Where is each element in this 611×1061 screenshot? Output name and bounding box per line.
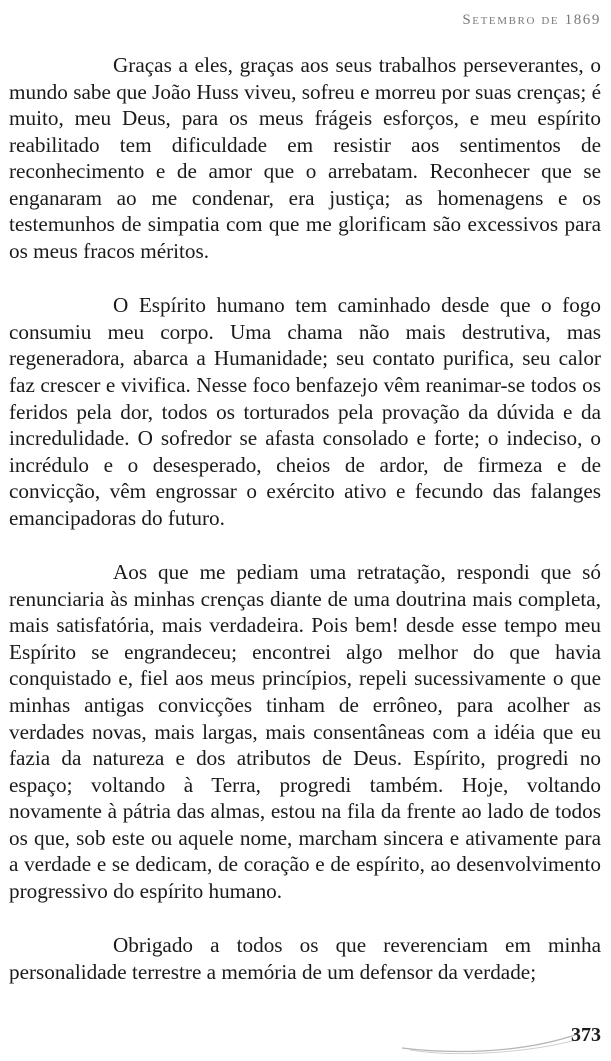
decorative-swoosh [400,1028,580,1056]
running-header: Setembro de 1869 [462,12,601,28]
paragraph: Aos que me pediam uma retratação, respondi que só renunciaria às minhas crenças diante de uma doutrina mais completa, mais satisfatória, mais verdadeira. Pois bem! desde esse tempo meu Espírito se engrandeceu; encontrei algo melhor do que havia conquistado e, fiel aos meus princípios, repeli sucessivamente o que minhas antigas convicções tinham de errôneo, para acolher as verdades novas, mais largas, mais consentâneas com a idéia que eu fazia da natureza e dos atributos de Deus. Espírito, progredi no espaço; voltando à Terra, progredi também. Hoje, voltando novamente à pátria das almas, estou na fila da frente ao lado de todos os que, sob este ou aquele nome, marcham sincera e ativamente para a verdade e se dedicam, de coração e de espírito, ao desenvolvimento progressivo do espírito humano. [9,560,601,903]
paragraph: O Espírito humano tem caminhado desde que o fogo consumiu meu corpo. Uma chama não mais destrutiva, mas regeneradora, abarca a Humanidade; seu contato purifica, seu calor faz crescer e vivifica. Nesse foco benfazejo vêm reanimar-se todos os feridos pela dor, todos os torturados pela provação da dúvida e da incredulidade. O sofredor se afasta consolado e forte; o indeciso, o incrédulo e o desesperado, cheios de ardor, de firmeza e de convicção, vêm engrossar o exército ativo e fecundo das falanges emancipadoras do futuro. [9,293,601,530]
body-text [9,52,601,1014]
paragraph: Obrigado a todos os que reverenciam em minha personalidade terrestre a memória de um defensor da verdade; [9,933,601,984]
paragraph: Graças a eles, graças aos seus trabalhos perseverantes, o mundo sabe que João Huss viveu, sofreu e morreu por suas crenças; é muito, meu Deus, para os meus frágeis esforços, e meu espírito reabilitado tem dificuldade em resistir aos sentimentos de reconhecimento e de amor que o arrebatam. Reconhecer que se enganaram ao me condenar, era justiça; as homenagens e os testemunhos de simpatia com que me glorificam são excessivos para os meus fracos méritos. [9,53,601,263]
page-number: 373 [571,1024,601,1046]
